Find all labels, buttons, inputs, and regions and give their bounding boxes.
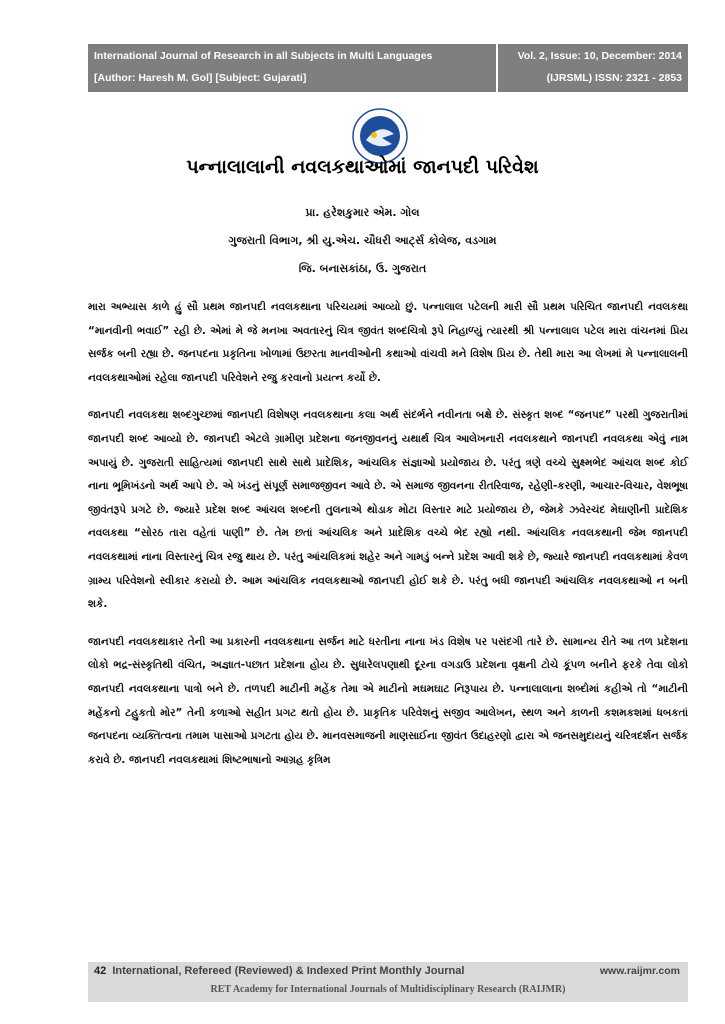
author-location: જિ. બનાસકાંઠા, ઉ. ગુજરાત [298,262,427,275]
footer-website-link[interactable]: www.raijmr.com [599,965,680,977]
journal-name: International Journal of Research in all Subjects in Multi Languages [94,50,433,62]
volume-issue: Vol. 2, Issue: 10, December: 2014 [517,50,682,62]
paragraph-2: જાનપદી નવલકથા શબ્દગુચ્છમાં જાનપદી વિશેષણ નવલકથાના કલા અર્થ સંદર્ભને નવીનતા બક્ષે છે. સંસ્કૃત શબ્દ “જનપદ” પરથી ગુજરાતીમાં જાનપદી શબ્દ આવ્યો છે. જાનપદી એટલે ગ્રામીણ પ્રદેશના જનજીવનનું યથાર્થ ચિત્ર આલેખનારી નવલકથાને જાનપદી નવલકથા એવું નામ અપાયું છે. ગુજરાતી સાહિત્યમાં જાનપદી સાથે સાથે પ્રાદેશિક, આંચલિક સંજ્ઞાઓ પ્રયોજાય છે. પરંતુ ત્રણે વચ્ચે સુક્ષ્મભેદ આંચલ શબ્દ કોઈ નાના ભૂમિખંડનો અર્થ આપે છે. એ ખંડનું સંપૂર્ણ સમાજજીવન આવે છે. એ સમાજ જીવનના રીતરિવાજ, રહેણી-કરણી, આચાર-વિચાર, વેશભૂષા જીવંતરૂપે પ્રગટે છે. જ્યારે પ્રદેશ શબ્દ આંચલ શબ્દની તુલનાએ થોડાક મોટા વિસ્તાર માટે પ્રયોજાય છે, જેમકે ઝવેરચંદ મેઘાણીની પ્રાદેશિક નવલકથા “સોરઠ તારા વહેતાં પાણી” છે. તેમ છતાં આંચલિક અને પ્રાદેશિક વચ્ચે ભેદ રહ્યો નથી. આંચલિક નવલકથાની જેમ જાનપદી નવલકથામાં નાના વિસ્તારનું ચિત્ર રજુ થાય છે. પરંતુ આંચલિકમાં શહેર અને ગામડું બન્ને પ્રદેશ આવી શકે છે, જ્યારે જાનપદી નવલકથામાં કેવળ ગ્રામ્ય પરિવેશનો સ્વીકાર કરાયો છે. આમ આંચલિક નવલકથાઓ જાનપદી હોઈ શકે છે. પરંતુ બધી જાનપદી આંચલિક નવલકથાઓ ન બની શકે. [88,409,688,611]
article-body [88,296,688,786]
issn: (IJRSML) ISSN: 2321 - 2853 [546,72,682,84]
article-title: પન્નાલાલાની નવલકથાઓમાં જાનપદી પરિવેશ [186,156,539,178]
header-right-band [498,44,688,92]
footer-journal-line: International, Refereed (Reviewed) & Indexed Print Monthly Journal [112,965,465,977]
header-left-band [88,44,496,92]
page-footer [88,962,688,1002]
paragraph-3: જાનપદી નવલકથાકાર તેની આ પ્રકારની નવલકથાના સર્જન માટે ધરતીના નાના ખંડ વિશેષ પર પસંદગી તારે છે. સામાન્ય રીતે આ તળ પ્રદેશના લોકો ભદ્ર-સંસ્કૃતિથી વંચિત, અજ્ઞાત-પછાત પ્રદેશના હોય છે. સુધારેલપણાથી દૂરના વગડાઉ પ્રદેશના વૃક્ષની ટોચે કૂંપળ બનીને ફરકે તેવા લોકો જાનપદી નવલકથાના પાત્રો બને છે. તળપદી માટીની મહેંક તેમા એ માટીનો મઘમઘાટ નિરૂપાય છે. પન્નાલાલાના શબ્દોમાં કહીએ તો “માટીની મહેંકનો ટહુકતો મોર” તેની કળાઓ સહીત પ્રગટ થતો હોય છે. પ્રાકૃતિક પરિવેશનું સજીવ આલેખન, સ્થળ અને કાળની કશમકશમાં ધબકતાં જનપદના વ્યક્તિત્વના તમામ પાસાઓ પ્રગટતા હોય છે. માનવસમાજની માણસાઈના જીવંત ઉદાહરણો દ્વારા એ જનસમુદાયનું ચરિત્રદર્શન સર્જક કરાવે છે. જાનપદી નવલકથામાં શિષ્ટભાષાનો આગ્રહ કૃત્રિમ [88,635,688,766]
footer-publisher: RET Academy for International Journals of Multidisciplinary Research (RAIJMR) [210,984,566,995]
page-number: 42 [94,965,107,977]
author-affiliation: ગુજરાતી વિભાગ, શ્રી યુ.એચ. ચૌધરી આર્ટ્સ કોલેજ, વડગામ [228,234,497,247]
paragraph-1: મારા અભ્યાસ કાળે હું સૌ પ્રથમ જાનપદી નવલકથાના પરિચયમાં આવ્યો છું. પન્નાલાલ પટેલની મારી સૌ પ્રથમ પરિચિત જાનપદી નવલકથા “માનવીની ભવાઈ” રહી છે. એમાં મે જે મનખા અવતારનું ચિત્ર જીવંત શબ્દચિત્રો રૂપે નિહાળ્યું ત્યારથી શ્રી પન્નાલાલ પટેલ મારા વાંચનમાં પ્રિય સર્જક બની રહ્યા છે. જનપદના પ્રકૃતિના ખોળામાં ઉછરતા માનવીઓની કથાઓ વાંચવી મને વિશેષ પ્રિય છે. તેથી મારા આ લેખમાં મે પન્નાલાલની નવલકથાઓમાં રહેલા જાનપદી પરિવેશને રજુ કરવાનો પ્રયત્ન કર્યો છે. [88,301,688,384]
author-subject: [Author: Haresh M. Gol] [Subject: Gujarati] [94,72,307,84]
author-name: પ્રા. હરેશકુમાર એમ. ગોલ [305,206,420,219]
